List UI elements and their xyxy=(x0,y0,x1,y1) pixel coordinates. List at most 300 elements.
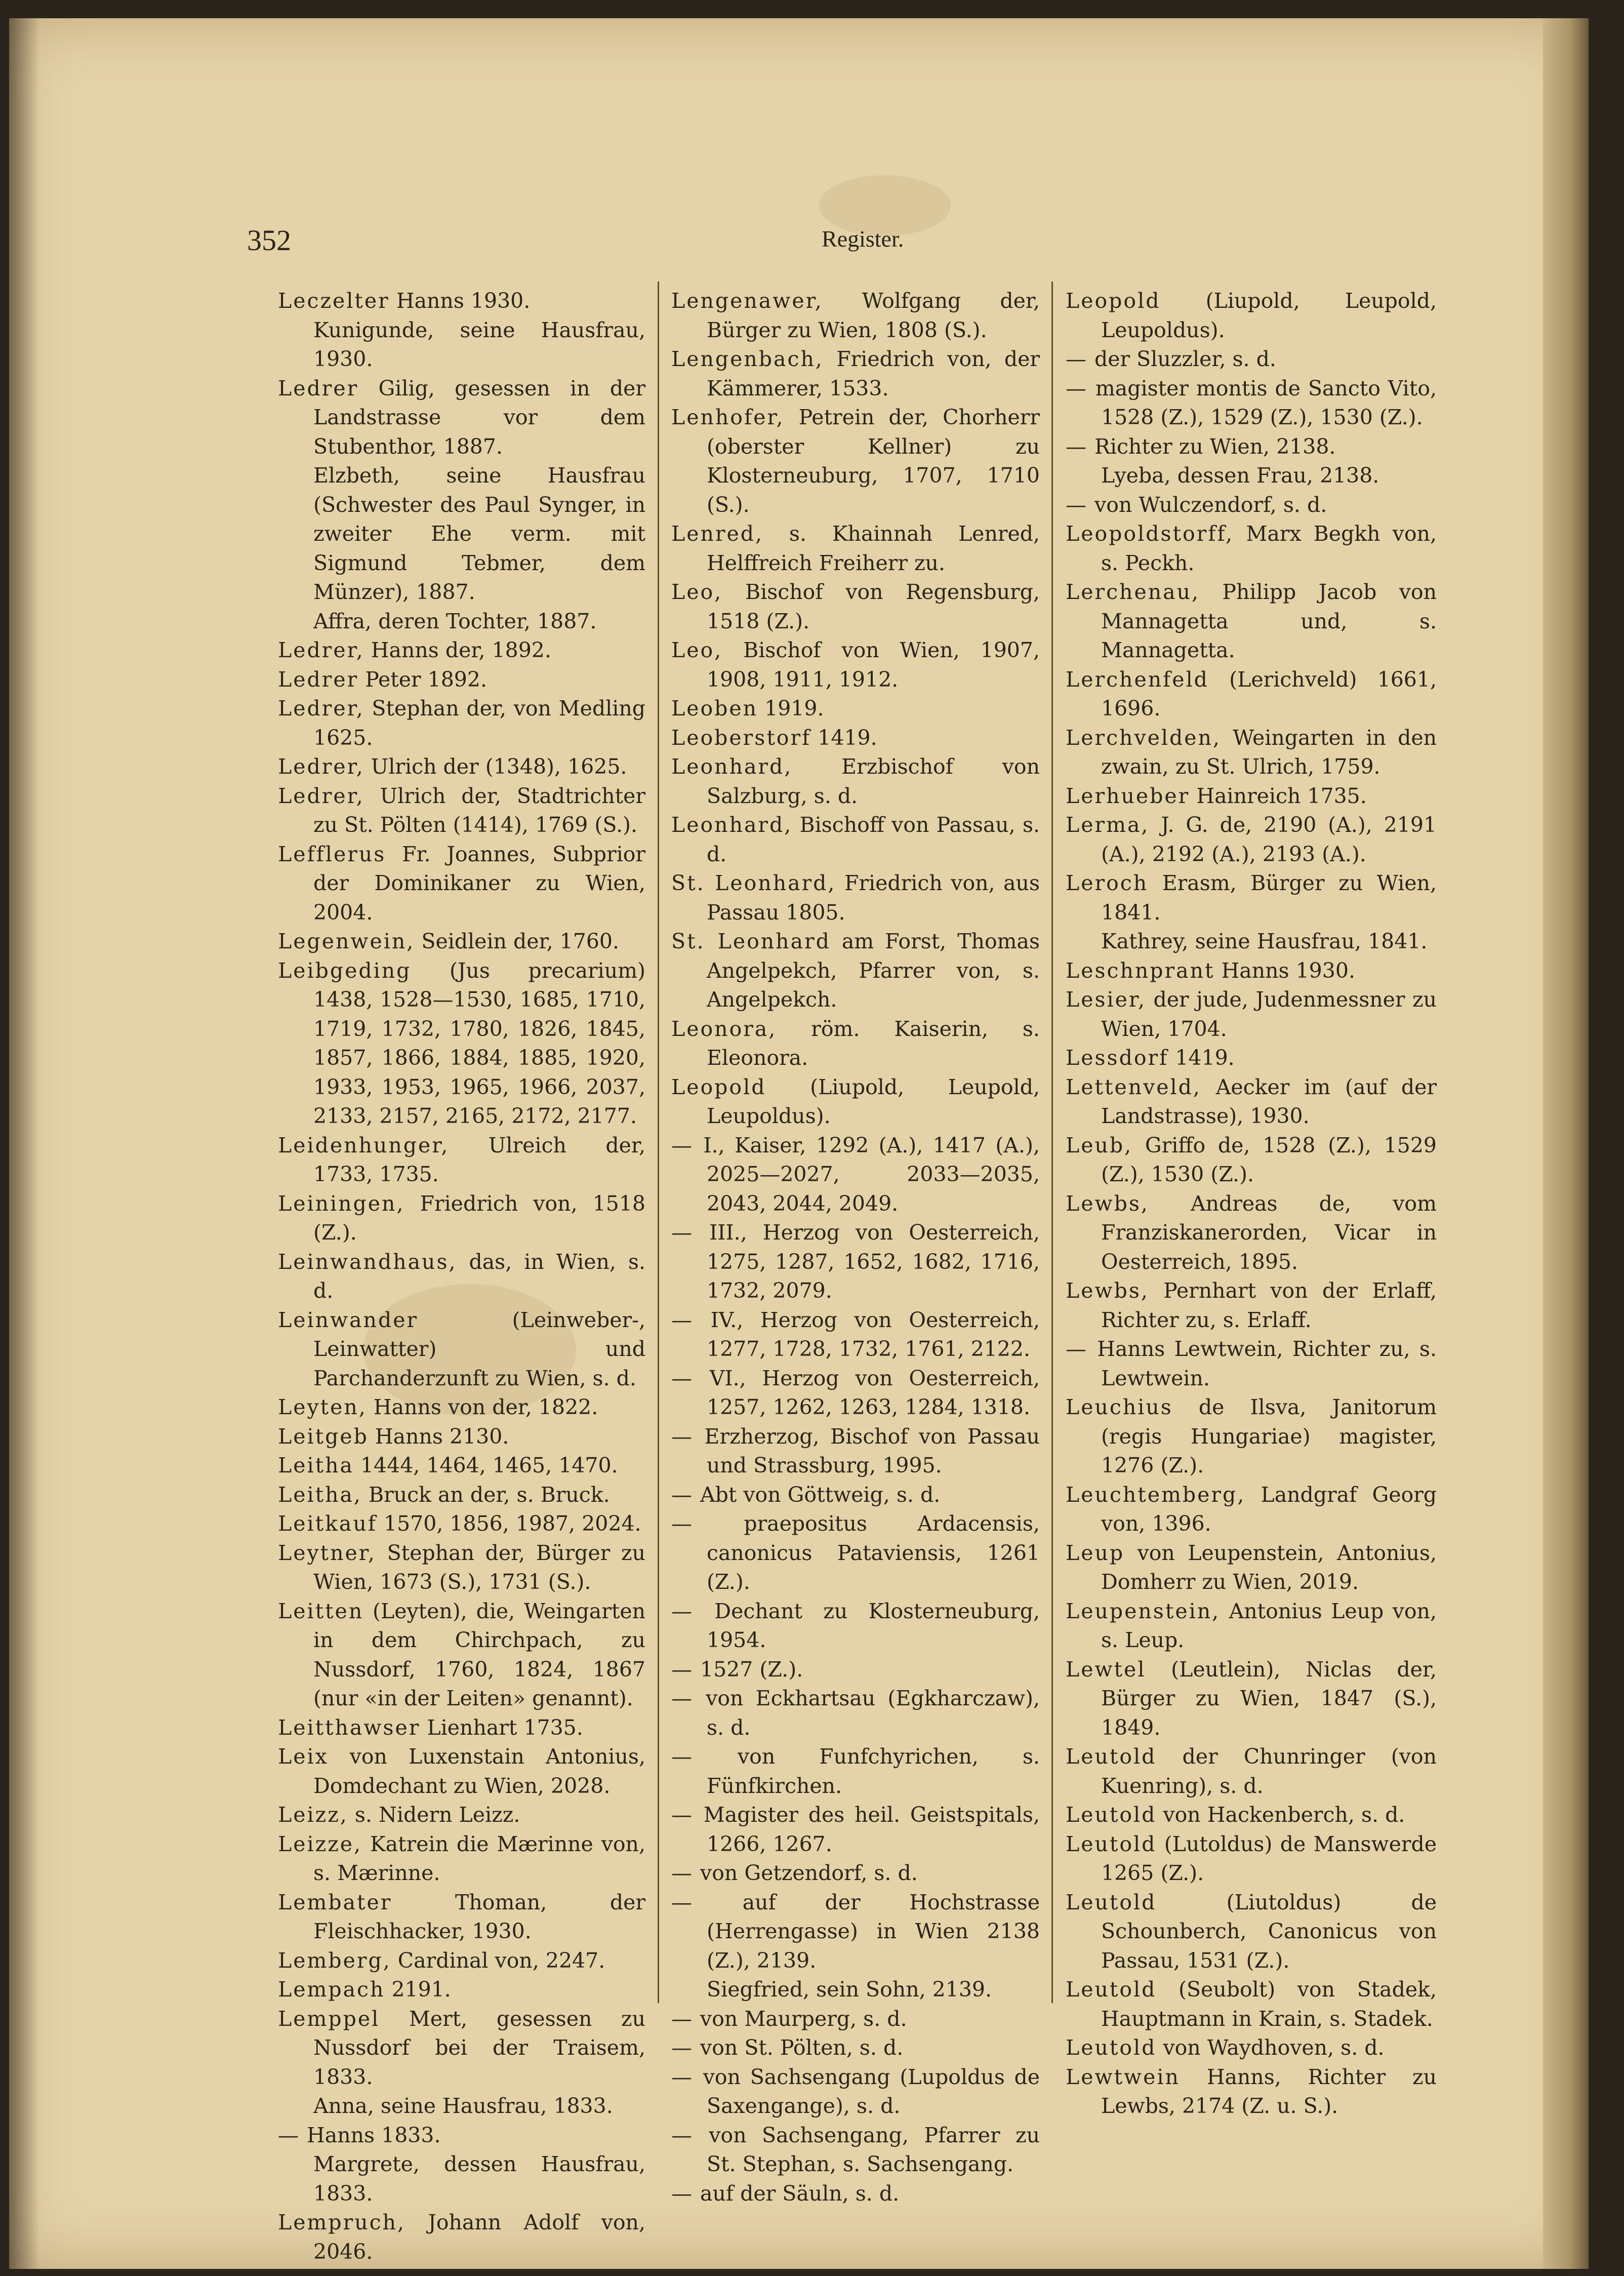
entry-text: Friedrich von, der Kämmerer, 1533. xyxy=(707,347,1040,401)
entry-text: (Seubolt) von Stadek, Hauptmann in Krain, s. Stadek. xyxy=(1101,1977,1437,2031)
entry-headword: — xyxy=(671,1657,694,1682)
register-entry xyxy=(278,1597,645,1713)
entry-text: 1444, 1464, 1465, 1470. xyxy=(353,1453,618,1478)
register-entry xyxy=(278,316,645,374)
register-entry xyxy=(278,374,645,462)
entry-headword: Leonhard, xyxy=(671,754,793,779)
entry-headword: Lemberg, xyxy=(278,1948,391,1973)
entry-text: von Wulczendorf, s. d. xyxy=(1088,492,1327,517)
entry-headword: Lempruch, xyxy=(278,2210,406,2234)
register-entry xyxy=(671,1509,1040,1597)
entry-text: Petrein der, Chorherr (oberster Kellner) zu Klosterneuburg, 1707, 1710 (S.). xyxy=(707,405,1040,517)
entry-headword: Lengenbach, xyxy=(671,347,824,371)
entry-headword: Ledrer xyxy=(278,376,359,401)
register-entry xyxy=(1066,782,1437,811)
entry-headword: Leschnprant xyxy=(1066,958,1215,983)
entry-text: Gilig, gesessen in der Landstrasse vor dem Stubenthor, 1887. xyxy=(313,376,645,459)
register-entry xyxy=(1066,287,1437,345)
entry-text: Pernhart von der Erlaff, Richter zu, s. Erlaff. xyxy=(1101,1279,1437,1332)
entry-text: III., Herzog von Oesterreich, 1275, 1287, 1652, 1682, 1716, 1732, 2079. xyxy=(694,1220,1040,1303)
entry-text: der jude, Judenmessner zu Wien, 1704. xyxy=(1101,987,1437,1041)
entry-headword: Leroch xyxy=(1066,871,1149,895)
register-entry xyxy=(278,1975,645,2005)
register-entry xyxy=(671,520,1040,578)
register-entry xyxy=(278,1393,645,1422)
entry-text: (Liupold, Leupold, Leupoldus). xyxy=(707,1074,1040,1128)
entry-text: Stephan der, von Medling 1625. xyxy=(313,696,645,750)
register-entry xyxy=(1066,1276,1437,1335)
column-rule xyxy=(1051,282,1053,2003)
register-entry xyxy=(1066,724,1437,782)
entry-headword: — xyxy=(671,2035,694,2060)
entry-text: Peter 1892. xyxy=(358,667,487,692)
entry-headword: Lessdorf xyxy=(1066,1046,1169,1070)
entry-text: (Jus precarium) 1438, 1528—1530, 1685, 1710, 1719, 1732, 1780, 1826, 1845, 1857, 1866, 1884, 1885, 1920, 1933, 1953, 1965, 1966, 2037, 2133, 2157, 2165, 2172, 2177. xyxy=(313,958,645,1128)
entry-text: von Getzendorf, s. d. xyxy=(694,1861,918,1885)
register-entry xyxy=(1066,1481,1437,1539)
entry-headword: Lerchvelden, xyxy=(1066,725,1221,750)
entry-headword: — xyxy=(1066,376,1088,401)
register-entry xyxy=(671,1131,1040,1219)
register-entry xyxy=(671,1597,1040,1655)
entry-text: Anna, seine Hausfrau, 1833. xyxy=(313,2094,613,2118)
entry-headword: Leizze, xyxy=(278,1831,362,1856)
entry-headword: Leix xyxy=(278,1744,329,1769)
entry-headword: Lembater xyxy=(278,1890,392,1914)
register-entry xyxy=(1066,345,1437,374)
entry-headword: Ledrer, xyxy=(278,783,364,808)
entry-text: von Maurperg, s. d. xyxy=(694,2006,907,2031)
entry-headword: Legenwein, xyxy=(278,929,415,953)
register-entry xyxy=(1066,985,1437,1044)
entry-headword: — xyxy=(671,2181,694,2206)
register-entry xyxy=(671,811,1040,869)
register-entry xyxy=(278,636,645,665)
entry-text: Lyeba, dessen Frau, 2138. xyxy=(1101,463,1379,488)
entry-text: Stephan der, Bürger zu Wien, 1673 (S.), 1731 (S.). xyxy=(313,1540,645,1594)
register-entry xyxy=(671,1859,1040,1888)
entry-headword: Leo, xyxy=(671,580,723,604)
register-entry xyxy=(1066,1742,1437,1801)
entry-text: Elzbeth, seine Hausfrau (Schwester des Paul Synger, in zweiter Ehe verm. mit Sigmund Tebmer, dem Münzer), 1887. xyxy=(313,463,645,604)
index-column-right xyxy=(1066,287,1437,2121)
entry-headword: — xyxy=(1066,1337,1088,1361)
register-entry xyxy=(1066,1539,1437,1597)
register-entry xyxy=(1066,1189,1437,1277)
entry-headword: Lefflerus xyxy=(278,842,386,866)
entry-headword: Leutold xyxy=(1066,1890,1157,1914)
entry-text: Mert, gesessen zu Nussdorf bei der Traisem, 1833. xyxy=(313,2006,645,2089)
register-entry xyxy=(671,1218,1040,1306)
entry-headword: Lettenveld, xyxy=(1066,1074,1201,1099)
entry-headword: Lengenawer, xyxy=(671,289,823,313)
register-entry xyxy=(671,694,1040,724)
entry-text: Johann Adolf von, 2046. xyxy=(313,2210,645,2264)
entry-headword: Leiningen, xyxy=(278,1191,405,1216)
entry-text: 1419. xyxy=(811,725,877,750)
register-entry xyxy=(1066,1131,1437,1189)
entry-headword: Lenhofer, xyxy=(671,405,785,429)
entry-text: Landgraf Georg von, 1396. xyxy=(1101,1482,1437,1536)
entry-text: röm. Kaiserin, s. Eleonora. xyxy=(707,1016,1040,1070)
entry-text: Andreas de, vom Franziskanerorden, Vicar in Oesterreich, 1895. xyxy=(1101,1191,1437,1274)
entry-headword: — xyxy=(671,1599,694,1623)
entry-text: Ulrich der (1348), 1625. xyxy=(364,754,627,779)
entry-headword: — xyxy=(671,1424,694,1449)
register-entry xyxy=(1066,2063,1437,2121)
entry-text: Erzbischof von Salzburg, s. d. xyxy=(707,754,1040,808)
entry-text: (Liupold, Leupold, Leupoldus). xyxy=(1101,289,1437,342)
entry-headword: Leutold xyxy=(1066,1831,1157,1856)
entry-headword: St. Leonhard, xyxy=(671,871,836,895)
register-entry xyxy=(671,403,1040,520)
register-entry xyxy=(671,1684,1040,1742)
entry-headword: Lemppel xyxy=(278,2006,380,2031)
register-entry xyxy=(278,2121,645,2150)
entry-headword: Leopold xyxy=(1066,289,1161,313)
entry-text: Seidlein der, 1760. xyxy=(415,929,620,953)
entry-headword: — xyxy=(671,1220,694,1245)
entry-text: das, in Wien, s. d. xyxy=(313,1249,645,1303)
entry-text: praepositus Ardacensis, canonicus Pataviensis, 1261 (Z.). xyxy=(694,1511,1040,1594)
entry-headword: Lewbs, xyxy=(1066,1191,1149,1216)
entry-headword: Leitthawser xyxy=(278,1715,421,1740)
register-entry xyxy=(671,1015,1040,1073)
entry-headword: — xyxy=(671,2006,694,2031)
entry-text: Richter zu Wien, 2138. xyxy=(1088,434,1336,459)
register-entry xyxy=(671,2121,1040,2179)
register-entry xyxy=(278,2208,645,2266)
entry-text: 1570, 1856, 1987, 2024. xyxy=(377,1511,641,1536)
entry-headword: Leitha xyxy=(278,1453,354,1478)
entry-text: von Sachsengang, Pfarrer zu St. Stephan, s. Sachsengang. xyxy=(694,2123,1040,2176)
entry-text: Hanns 1833. xyxy=(300,2123,441,2147)
entry-text: Marx Begkh von, s. Peckh. xyxy=(1101,522,1437,575)
entry-headword: Leinwandhaus, xyxy=(278,1249,457,1274)
register-entry xyxy=(278,2005,645,2092)
entry-text: am Forst, Thomas Angelpekch, Pfarrer von, s. Angelpekch. xyxy=(707,929,1040,1012)
register-entry xyxy=(671,1422,1040,1481)
entry-text: der Chunringer (von Kuenring), s. d. xyxy=(1101,1744,1437,1798)
entry-headword: Leuchius xyxy=(1066,1395,1173,1419)
register-entry xyxy=(278,2150,645,2208)
entry-text: Weingarten in den zwain, zu St. Ulrich, 1759. xyxy=(1101,725,1437,779)
entry-headword: Ledrer, xyxy=(278,638,364,662)
register-entry xyxy=(278,1451,645,1481)
entry-headword: Ledrer, xyxy=(278,754,364,779)
register-entry xyxy=(278,1509,645,1539)
register-entry xyxy=(1066,1393,1437,1481)
entry-headword: Lesier, xyxy=(1066,987,1147,1012)
register-entry xyxy=(278,2092,645,2121)
register-entry xyxy=(1066,927,1437,956)
entry-text: (Liutoldus) de Schounberch, Canonicus von Passau, 1531 (Z.). xyxy=(1101,1890,1437,1973)
entry-text: Bruck an der, s. Bruck. xyxy=(361,1482,610,1507)
entry-text: Thoman, der Fleischhacker, 1930. xyxy=(313,1890,645,1943)
entry-headword: Leutold xyxy=(1066,1803,1157,1827)
entry-headword: Leitkauf xyxy=(278,1511,377,1536)
register-entry xyxy=(1066,1801,1437,1830)
register-entry xyxy=(278,1742,645,1801)
entry-headword: Leopold xyxy=(671,1074,766,1099)
register-entry xyxy=(671,724,1040,753)
entry-headword: — xyxy=(671,1482,694,1507)
register-entry xyxy=(671,1801,1040,1859)
entry-text: Ulreich der, 1733, 1735. xyxy=(313,1133,645,1186)
entry-text: IV., Herzog von Oesterreich, 1277, 1728, 1732, 1761, 2122. xyxy=(694,1307,1040,1361)
entry-text: von Sachsengang (Lupoldus de Saxengange), s. d. xyxy=(694,2064,1040,2118)
register-entry xyxy=(1066,1975,1437,2033)
register-entry xyxy=(671,1888,1040,1976)
register-entry xyxy=(671,636,1040,694)
register-entry xyxy=(671,578,1040,636)
register-entry xyxy=(278,1306,645,1393)
entry-headword: — xyxy=(1066,434,1088,459)
register-entry xyxy=(1066,1888,1437,1976)
entry-text: von Hackenberch, s. d. xyxy=(1156,1803,1405,1827)
entry-text: (Leutlein), Niclas der, Bürger zu Wien, 1847 (S.), 1849. xyxy=(1101,1657,1437,1740)
entry-text: VI., Herzog von Oesterreich, 1257, 1262, 1263, 1284, 1318. xyxy=(694,1366,1040,1419)
entry-headword: Leitha, xyxy=(278,1482,362,1507)
entry-text: Hanns Lewtwein, Richter zu, s. Lewtwein. xyxy=(1088,1337,1437,1390)
register-entry xyxy=(671,287,1040,345)
entry-text: 2191. xyxy=(385,1977,451,2002)
entry-text: 1419. xyxy=(1168,1046,1235,1070)
entry-headword: Leinwander xyxy=(278,1307,419,1332)
register-entry xyxy=(671,1655,1040,1685)
entry-text: der Sluzzler, s. d. xyxy=(1088,347,1276,371)
book-page xyxy=(9,18,1589,2269)
register-entry xyxy=(278,287,645,316)
entry-text: Margrete, dessen Hausfrau, 1833. xyxy=(313,2152,645,2206)
entry-text: auf der Hochstrasse (Herrengasse) in Wien 2138 (Z.), 2139. xyxy=(694,1890,1040,1973)
section-title: Register. xyxy=(822,226,904,252)
entry-text: Erzherzog, Bischof von Passau und Strassburg, 1995. xyxy=(694,1424,1040,1478)
entry-text: von Luxenstain Antonius, Domdechant zu Wien, 2028. xyxy=(313,1744,645,1798)
register-entry xyxy=(671,2033,1040,2063)
entry-headword: Leibgeding xyxy=(278,958,412,983)
entry-headword: Leonhard, xyxy=(671,813,793,837)
register-entry xyxy=(671,1742,1040,1801)
entry-text: Ulrich der, Stadtrichter zu St. Pölten (1414), 1769 (S.). xyxy=(313,783,645,837)
index-column-middle xyxy=(671,287,1040,2208)
entry-headword: Leub, xyxy=(1066,1133,1133,1157)
register-entry xyxy=(1066,1830,1437,1888)
register-entry xyxy=(1066,374,1437,432)
register-entry xyxy=(278,1248,645,1306)
register-entry xyxy=(278,956,645,1131)
register-entry xyxy=(1066,432,1437,462)
entry-text: I., Kaiser, 1292 (A.), 1417 (A.), 2025—2027, 2033—2035, 2043, 2044, 2049. xyxy=(694,1133,1040,1216)
register-entry xyxy=(278,1481,645,1510)
entry-headword: — xyxy=(671,1744,694,1769)
entry-headword: Leup xyxy=(1066,1540,1125,1565)
entry-headword: Leizz, xyxy=(278,1803,348,1827)
entry-text: Bischof von Regensburg, 1518 (Z.). xyxy=(707,580,1040,633)
entry-text: von St. Pölten, s. d. xyxy=(694,2035,904,2060)
register-entry xyxy=(1066,1044,1437,1073)
register-entry xyxy=(1066,1073,1437,1131)
entry-headword: — xyxy=(671,1307,694,1332)
register-entry xyxy=(671,927,1040,1015)
entry-text: Hanns der, 1892. xyxy=(364,638,551,662)
entry-text: J. G. de, 2190 (A.), 2191 (A.), 2192 (A.), 2193 (A.). xyxy=(1101,813,1437,866)
entry-headword: Leczelter xyxy=(278,289,390,313)
register-entry xyxy=(278,665,645,695)
entry-headword: Leitten xyxy=(278,1599,364,1623)
entry-text: Hanns 2130. xyxy=(368,1424,509,1449)
register-entry xyxy=(671,869,1040,927)
entry-headword: — xyxy=(671,2064,694,2089)
entry-headword: Leupenstein, xyxy=(1066,1599,1221,1623)
register-entry xyxy=(1066,1335,1437,1393)
entry-headword: — xyxy=(671,1133,694,1157)
register-entry xyxy=(278,607,645,636)
register-entry xyxy=(1066,956,1437,986)
entry-headword: Leutold xyxy=(1066,1977,1157,2002)
entry-headword: Leyten, xyxy=(278,1395,367,1419)
register-entry xyxy=(671,1481,1040,1510)
entry-headword: St. Leonhard xyxy=(671,929,831,953)
entry-text: Bischoff von Passau, s. d. xyxy=(707,813,1040,866)
entry-text: Antonius Leup von, s. Leup. xyxy=(1101,1599,1437,1652)
entry-text: (Leinweber-, Leinwatter) und Parchanderzunft zu Wien, s. d. xyxy=(313,1307,645,1390)
entry-text: Siegfried, sein Sohn, 2139. xyxy=(707,1977,992,2002)
entry-text: auf der Säuln, s. d. xyxy=(694,2181,900,2206)
register-entry xyxy=(278,782,645,840)
entry-headword: Leutold xyxy=(1066,1744,1157,1769)
entry-text: Abt von Göttweig, s. d. xyxy=(694,1482,941,1507)
entry-headword: Lerma, xyxy=(1066,813,1150,837)
entry-text: von Leupenstein, Antonius, Domherr zu Wien, 2019. xyxy=(1101,1540,1437,1594)
register-entry xyxy=(671,1306,1040,1364)
register-entry xyxy=(278,1422,645,1452)
entry-headword: Leitgeb xyxy=(278,1424,369,1449)
entry-headword: Lewbs, xyxy=(1066,1279,1149,1303)
register-entry xyxy=(278,461,645,607)
register-entry xyxy=(671,2005,1040,2034)
entry-headword: Leoben xyxy=(671,696,758,721)
register-entry xyxy=(278,927,645,956)
entry-headword: Leutold xyxy=(1066,2035,1157,2060)
entry-headword: — xyxy=(671,2123,694,2147)
entry-text: Dechant zu Klosterneuburg, 1954. xyxy=(694,1599,1040,1652)
entry-text: Bischof von Wien, 1907, 1908, 1911, 1912. xyxy=(707,638,1040,692)
entry-text: Hanns 1930. xyxy=(1214,958,1355,983)
register-entry xyxy=(278,1539,645,1597)
column-rule xyxy=(658,282,659,2003)
entry-text: Wolfgang der, Bürger zu Wien, 1808 (S.). xyxy=(707,289,1040,342)
entry-text: Affra, deren Tochter, 1887. xyxy=(313,609,597,633)
entry-headword: — xyxy=(671,1366,694,1390)
entry-text: Kunigunde, seine Hausfrau, 1930. xyxy=(313,317,645,371)
entry-headword: — xyxy=(1066,492,1088,517)
entry-text: magister montis de Sancto Vito, 1528 (Z.), 1529 (Z.), 1530 (Z.). xyxy=(1088,376,1437,429)
entry-text: Hanns, Richter zu Lewbs, 2174 (Z. u. S.). xyxy=(1101,2064,1437,2118)
entry-headword: — xyxy=(671,1890,694,1914)
entry-text: (Leyten), die, Weingarten in dem Chirchpach, zu Nussdorf, 1760, 1824, 1867 (nur «in der Leiten» genannt). xyxy=(313,1599,645,1710)
entry-headword: Ledrer xyxy=(278,667,359,692)
entry-text: Hainreich 1735. xyxy=(1190,783,1367,808)
register-entry xyxy=(671,2063,1040,2121)
entry-headword: Lewtel xyxy=(1066,1657,1146,1682)
entry-headword: Leoberstorf xyxy=(671,725,811,750)
page-edge xyxy=(1543,18,1589,2269)
entry-text: Griffo de, 1528 (Z.), 1529 (Z.), 1530 (Z.). xyxy=(1101,1133,1437,1186)
entry-text: (Lerichveld) 1661, 1696. xyxy=(1101,667,1437,721)
entry-text: Philipp Jacob von Mannagetta und, s. Mannagetta. xyxy=(1101,580,1437,662)
register-entry xyxy=(1066,461,1437,491)
entry-text: Aecker im (auf der Landstrasse), 1930. xyxy=(1101,1074,1437,1128)
entry-headword: — xyxy=(671,1803,694,1827)
entry-headword: Lewtwein xyxy=(1066,2064,1180,2089)
register-entry xyxy=(1066,578,1437,665)
entry-text: (Lutoldus) de Manswerde 1265 (Z.). xyxy=(1101,1831,1437,1885)
entry-headword: — xyxy=(671,1861,694,1885)
entry-headword: Ledrer, xyxy=(278,696,364,721)
entry-headword: Leidenhunger, xyxy=(278,1133,450,1157)
register-entry xyxy=(671,2179,1040,2209)
register-entry xyxy=(278,1946,645,1976)
entry-text: 1527 (Z.). xyxy=(694,1657,803,1682)
register-entry xyxy=(671,1975,1040,2005)
entry-text: Magister des heil. Geistspitals, 1266, 1267. xyxy=(694,1803,1040,1856)
register-entry xyxy=(671,752,1040,811)
entry-text: von Waydhoven, s. d. xyxy=(1156,2035,1385,2060)
register-entry xyxy=(278,694,645,752)
register-entry xyxy=(278,752,645,782)
register-entry xyxy=(1066,1655,1437,1743)
register-entry xyxy=(278,1189,645,1248)
register-entry xyxy=(1066,491,1437,520)
entry-text: s. Khainnah Lenred, Helffreich Freiherr zu. xyxy=(707,522,1040,575)
entry-text: Cardinal von, 2247. xyxy=(391,1948,605,1973)
entry-headword: Leonora, xyxy=(671,1016,777,1041)
register-entry xyxy=(1066,665,1437,724)
entry-text: von Eckhartsau (Egkharczaw), s. d. xyxy=(694,1686,1040,1740)
entry-text: Friedrich von, 1518 (Z.). xyxy=(313,1191,645,1245)
entry-headword: Lempach xyxy=(278,1977,385,2002)
entry-headword: Lerchenau, xyxy=(1066,580,1200,604)
register-entry xyxy=(278,1131,645,1189)
page-number: 352 xyxy=(247,224,291,257)
entry-text: Lienhart 1735. xyxy=(420,1715,583,1740)
running-head xyxy=(9,223,1589,257)
entry-headword: — xyxy=(671,1686,694,1710)
entry-headword: Leopoldstorff, xyxy=(1066,522,1234,546)
entry-text: Hanns 1930. xyxy=(389,289,531,313)
entry-headword: — xyxy=(278,2123,300,2147)
register-entry xyxy=(671,1073,1040,1131)
register-entry xyxy=(278,1713,645,1743)
entry-headword: — xyxy=(1066,347,1088,371)
entry-text: Hanns von der, 1822. xyxy=(367,1395,598,1419)
entry-headword: Leytner, xyxy=(278,1540,376,1565)
entry-text: Kathrey, seine Hausfrau, 1841. xyxy=(1101,929,1428,953)
register-entry xyxy=(1066,869,1437,927)
register-entry xyxy=(671,1364,1040,1422)
entry-headword: Lerchenfeld xyxy=(1066,667,1209,692)
entry-text: de Ilsva, Janitorum (regis Hungariae) magister, 1276 (Z.). xyxy=(1101,1395,1437,1478)
register-entry xyxy=(671,345,1040,403)
register-entry xyxy=(278,840,645,928)
entry-headword: Lerhueber xyxy=(1066,783,1190,808)
register-entry xyxy=(278,1801,645,1830)
register-entry xyxy=(1066,811,1437,869)
register-entry xyxy=(1066,520,1437,578)
entry-headword: — xyxy=(671,1511,694,1536)
index-column-left xyxy=(278,287,645,2266)
